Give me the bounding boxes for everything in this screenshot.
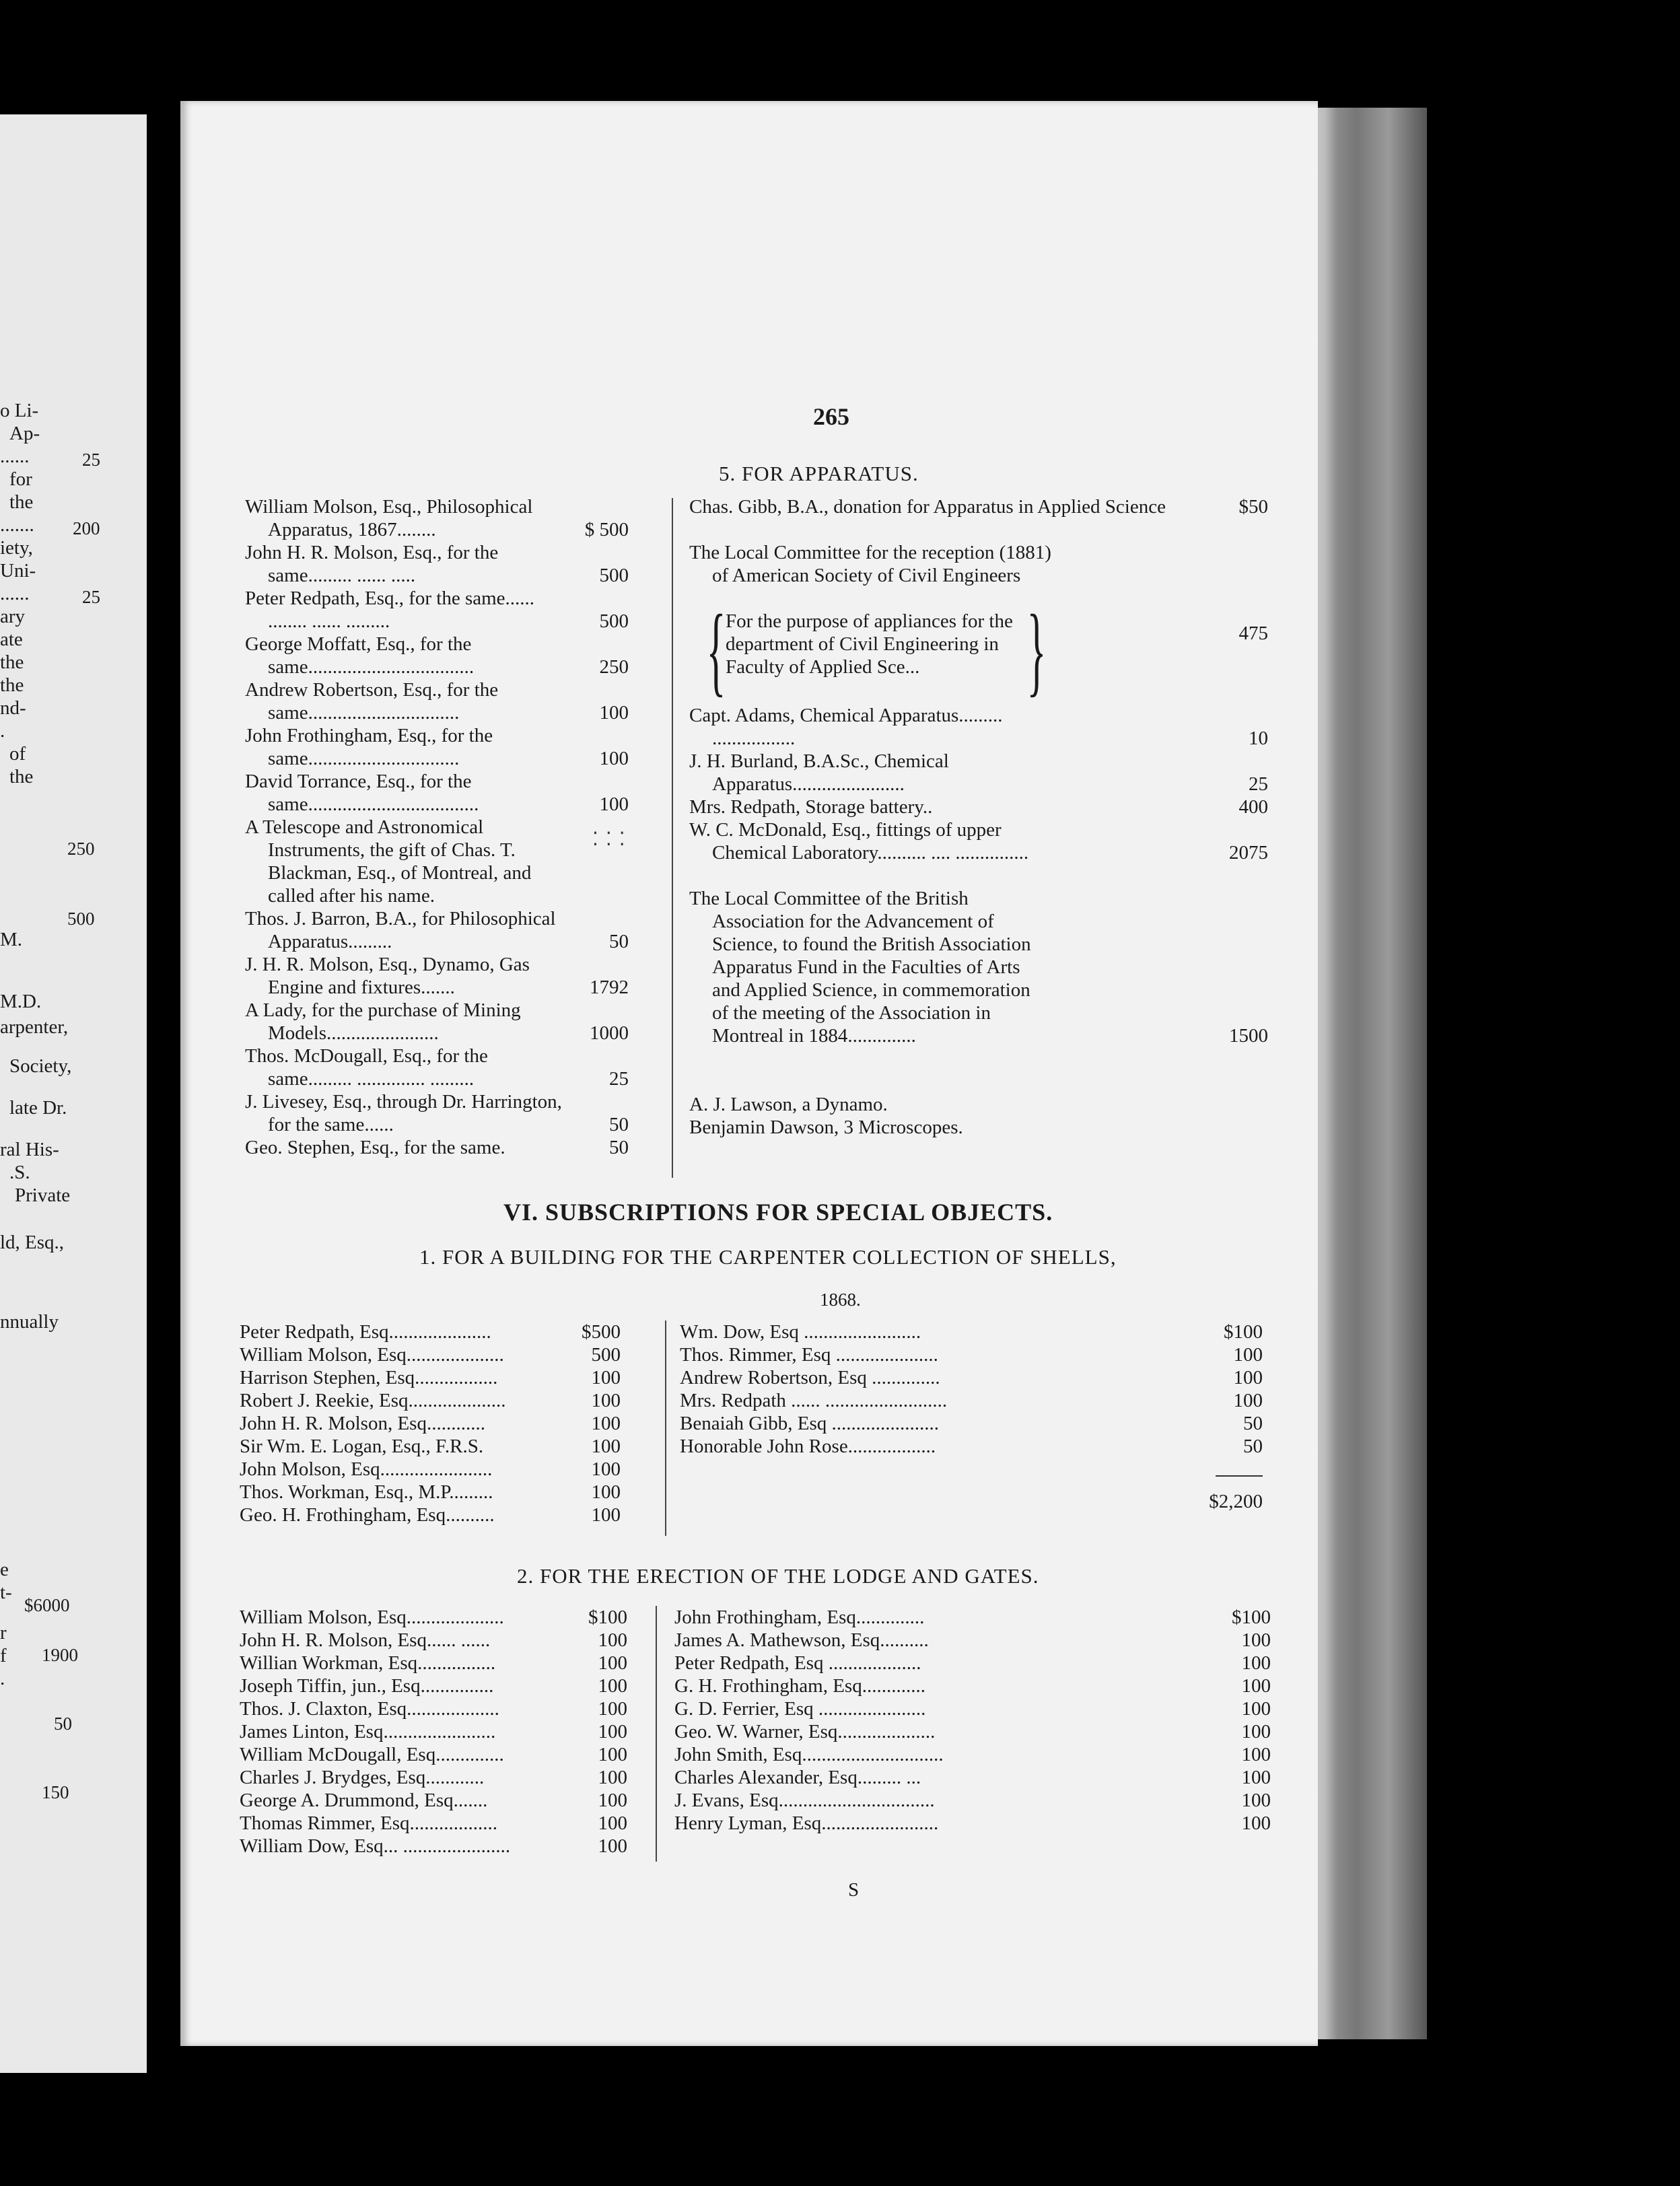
- apparatus-entry: J. H. Burland, B.A.Sc., Chemical Apparatus....................... 25: [689, 750, 1268, 795]
- apparatus-entry: John Frothingham, Esq., for the same............................... 100: [245, 725, 629, 769]
- facing-text: ......: [0, 446, 30, 467]
- facing-text: Society,: [9, 1055, 72, 1077]
- facing-text: .: [0, 1668, 5, 1689]
- facing-page: [0, 114, 147, 2073]
- subscription-row: Thos. Rimmer, Esq ..................... 100: [680, 1344, 1263, 1366]
- facing-text: for: [9, 468, 32, 490]
- facing-amount: 25: [82, 587, 100, 607]
- facing-text: ......: [0, 583, 30, 604]
- subheading-shells-building: 1. FOR A BUILDING FOR THE CARPENTER COLLECTION OF SHELLS,: [419, 1245, 1117, 1269]
- facing-text: .S.: [9, 1162, 30, 1183]
- printer-signature-mark: S: [848, 1879, 860, 1901]
- facing-text: M.: [0, 929, 23, 950]
- facing-text: Private: [15, 1185, 71, 1206]
- page-number: 265: [813, 403, 849, 430]
- facing-text: e: [0, 1559, 9, 1580]
- apparatus-entry: Benjamin Dawson, 3 Microscopes.: [689, 1117, 963, 1138]
- apparatus-entry: William Molson, Esq., Philosophical Apparatus, 1867........ $ 500: [245, 496, 629, 540]
- facing-text: ld, Esq.,: [0, 1232, 65, 1253]
- facing-text: ate: [0, 629, 23, 650]
- column-divider: [672, 498, 673, 1178]
- subscription-row: John H. R. Molson, Esq............ 100: [240, 1413, 621, 1434]
- facing-text: nd-: [0, 697, 26, 719]
- subscription-row: Wm. Dow, Esq ........................ $100: [680, 1321, 1263, 1343]
- subscription-row: Mrs. Redpath ...... ......................... 100: [680, 1390, 1263, 1411]
- apparatus-entry: A Telescope and Astronomical Instruments, the gift of Chas. T. Blackman, Esq., of Montreal, and called after his name.: [245, 816, 532, 907]
- apparatus-entry: The Local Committee of the British Association for the Advancement of Science, to found the British Association Apparatus Fund in the Faculties of Arts and Applied Science, in commemoration of the meeting of the Association in Montreal in 1884.............. 1500: [689, 888, 1268, 1047]
- subscription-row: Thomas Rimmer, Esq.................. 100: [240, 1812, 627, 1834]
- facing-text: late Dr.: [9, 1097, 67, 1119]
- facing-amount: 200: [73, 518, 100, 538]
- subscription-row: John Smith, Esq............................. 100: [674, 1744, 1271, 1765]
- subscription-row: J. Evans, Esq................................ 100: [674, 1790, 1271, 1811]
- facing-text: arpenter,: [0, 1016, 69, 1038]
- apparatus-entry-braced: { For the purpose of appliances for the department of Civil Engineering in Faculty of Applied Sce... } 475: [706, 594, 1268, 706]
- book-page-edges: [1299, 108, 1427, 2039]
- apparatus-entry: Mrs. Redpath, Storage battery.. 400: [689, 796, 1268, 818]
- facing-text: .......: [0, 514, 34, 536]
- facing-text: r: [0, 1622, 7, 1644]
- brace-right: }: [1026, 594, 1047, 706]
- facing-text: of: [9, 743, 26, 765]
- subscription-row: Benaiah Gibb, Esq ...................... 50: [680, 1413, 1263, 1434]
- facing-amount: 50: [54, 1714, 72, 1734]
- subscription-row: Thos. Workman, Esq., M.P......... 100: [240, 1481, 621, 1503]
- column-divider: [665, 1320, 666, 1536]
- facing-text: f: [0, 1645, 7, 1666]
- subscription-row: James A. Mathewson, Esq.......... 100: [674, 1629, 1271, 1651]
- apparatus-entry: The Local Committee for the reception (1881) of American Society of Civil Engineers: [689, 542, 1051, 586]
- subscription-row: William Dow, Esq... ...................... 100: [240, 1835, 627, 1857]
- facing-text: ral His-: [0, 1139, 59, 1160]
- facing-text: the: [0, 674, 24, 696]
- apparatus-entry: Capt. Adams, Chemical Apparatus......... ................. 10: [689, 705, 1268, 749]
- facing-amount: 250: [67, 839, 95, 859]
- subscription-row: William Molson, Esq.................... 500: [240, 1344, 621, 1366]
- facing-text: nnually: [0, 1311, 59, 1333]
- subscription-row: Peter Redpath, Esq..................... $500: [240, 1321, 621, 1343]
- subscription-row: James Linton, Esq....................... 100: [240, 1721, 627, 1742]
- subscription-row: Andrew Robertson, Esq .............. 100: [680, 1367, 1263, 1388]
- subscription-row: G. D. Ferrier, Esq ...................... 100: [674, 1698, 1271, 1720]
- facing-text: o Li-: [0, 400, 39, 421]
- subscription-row: Joseph Tiffin, jun., Esq............... 100: [240, 1675, 627, 1697]
- subscription-row: Geo. H. Frothingham, Esq.......... 100: [240, 1504, 621, 1526]
- total-rule: [1216, 1475, 1263, 1477]
- printing-specks: ⁚ ⁚ ⁚: [592, 829, 627, 850]
- subscription-row: Geo. W. Warner, Esq.................... 100: [674, 1721, 1271, 1742]
- subscription-row: Sir Wm. E. Logan, Esq., F.R.S. 100: [240, 1436, 621, 1457]
- section-heading-subscriptions: VI. SUBSCRIPTIONS FOR SPECIAL OBJECTS.: [503, 1199, 1053, 1226]
- apparatus-entry: A. J. Lawson, a Dynamo.: [689, 1094, 888, 1115]
- subscription-row: Thos. J. Claxton, Esq................... 100: [240, 1698, 627, 1720]
- apparatus-entry: Thos. McDougall, Esq., for the same......... .............. ......... 25: [245, 1045, 629, 1090]
- apparatus-entry: J. H. R. Molson, Esq., Dynamo, Gas Engine and fixtures....... 1792: [245, 954, 629, 998]
- section-heading-apparatus: 5. FOR APPARATUS.: [719, 462, 919, 485]
- subscription-row: Henry Lyman, Esq........................ 100: [674, 1812, 1271, 1834]
- facing-text: the: [9, 491, 34, 513]
- subscription-row: G. H. Frothingham, Esq............. 100: [674, 1675, 1271, 1697]
- facing-amount: 500: [67, 909, 95, 929]
- apparatus-entry: Chas. Gibb, B.A., donation for Apparatus in Applied Science $50: [689, 496, 1268, 518]
- apparatus-entry: Andrew Robertson, Esq., for the same............................... 100: [245, 679, 629, 724]
- facing-text: t-: [0, 1582, 12, 1603]
- facing-text: Uni-: [0, 560, 36, 581]
- apparatus-entry: J. Livesey, Esq., through Dr. Harrington, for the same...... 50: [245, 1091, 629, 1135]
- subscription-row: Harrison Stephen, Esq................. 100: [240, 1367, 621, 1388]
- subscription-row: Honorable John Rose.................. 50: [680, 1436, 1263, 1457]
- facing-text: the: [0, 651, 24, 673]
- subscription-row: Robert J. Reekie, Esq.................... 100: [240, 1390, 621, 1411]
- facing-text: M.D.: [0, 991, 42, 1012]
- subheading-year: 1868.: [820, 1290, 861, 1310]
- book-page: 265 5. FOR APPARATUS. William Molson, Esq., Philosophical Apparatus, 1867........ $ 500 John H. R. Molson, Esq., for the same......... ...... ..... 500 Peter Redpath, Esq., for the same...... ........ ...... ......... 500 George Moffatt, Esq., for the same.................................. 250 Andrew Robertson, Esq., for the same............................... 100 John Frothingham, Esq., for the same............................... 100 David Torrance, Esq., for the same................................... 100 A Telescope and Astronomical Instruments, the gift of Chas. T. Blackman, Esq., of Montreal, and called after his name. ⁚ ⁚ ⁚ Thos. J. Barron, B.A., for Philosophical Apparatus......... 50 J. H. R. Molson, Esq., Dynamo, Gas Engine and fixtures....... 1792 A Lady, for the purchase of Mining Models....................... 1000 Thos. McDougall, Esq., for the same......... .............. ......... 25 J. Livesey, Esq., through Dr. Harrington, for the same...... 50 Geo. Stephen, Esq., for the same. 50 Chas. Gibb, B.A., donation for Apparatus in Applied Science $50 The Local Committee for the reception (1881) of American Society of Civil Engineers { For the purpose of appliances for the department of Civil Engineering in Faculty of Applied Sce... } 475 Capt. Adams, Chemical Apparatus......... ................. 10 J. H. Burland, B.A.Sc., Chemical Apparatus....................... 25 Mrs. Redpath, Storage battery.. 400 W. C. McDonald, Esq., fittings of upper Chemical Laboratory.......... .... ............... 2075 The Local Committee of the British Association for the Advancement of Science, to found the British Association Apparatus Fund in the Faculties of Arts and Applied Science, in commemoration of the meeting of the Association in Montreal in 1884.............. 1500 A. J. Lawson, a Dynamo. Benjamin Dawson, 3 Microscopes. VI. SUBSCRIPTIONS FOR SPECIAL OBJECTS. 1. FOR A BUILDING FOR THE CARPENTER COLLECTION OF SHELLS, 1868. Peter Redpath, Esq..................... $500 William Molson, Esq.................... 500 Harrison Stephen, Esq................. 100 Robert J. Reekie, Esq.................... 100 John H. R. Molson, Esq............ 100 Sir Wm. E. Logan, Esq., F.R.S. 100 John Molson, Esq....................... 100 Thos. Workman, Esq., M.P......... 100 Geo. H. Frothingham, Esq.......... 100 Wm. Dow, Esq ........................ $100 Thos. Rimmer, Esq ..................... 100 Andrew Robertson, Esq .............. 100 Mrs. Redpath ...... ......................... 100 Benaiah Gibb, Esq ...................... 50 Honorable John Rose.................. 50 $2,200 2. FOR THE ERECTION OF THE LODGE AND GATES. William Molson, Esq.................... $100 John H. R. Molson, Esq...... ...... 100 Willian Workman, Esq................ 100 Joseph Tiffin, jun., Esq............... 100 Thos. J. Claxton, Esq................... 100 James Linton, Esq....................... 100 William McDougall, Esq.............. 100 Charles J. Brydges, Esq............ 100 George A. Drummond, Esq....... 100 Thomas Rimmer, Esq.................. 100 William Dow, Esq... ...................... 100 John Frothingham, Esq.............. $100 James A. Mathewson, Esq.......... 100 Peter Redpath, Esq ................... 100 G. H. Frothingham, Esq............. 100 G. D. Ferrier, Esq ...................... 100 Geo. W. Warner, Esq.................... 100 John Smith, Esq............................. 100 Charles Alexander, Esq......... ... 100 J. Evans, Esq................................ 100 Henry Lyman, Esq........................ 100 S: [180, 101, 1318, 2046]
- subscription-row: John H. R. Molson, Esq...... ...... 100: [240, 1629, 627, 1651]
- subscription-row: Peter Redpath, Esq ................... 100: [674, 1652, 1271, 1674]
- subscription-row: John Molson, Esq....................... 100: [240, 1458, 621, 1480]
- facing-amount: 150: [42, 1782, 69, 1802]
- facing-text: ary: [0, 606, 26, 627]
- facing-text: iety,: [0, 537, 33, 559]
- subscription-row: William McDougall, Esq.............. 100: [240, 1744, 627, 1765]
- subscription-row: Charles Alexander, Esq......... ... 100: [674, 1767, 1271, 1788]
- subscription-row: William Molson, Esq.................... $100: [240, 1607, 627, 1628]
- apparatus-entry: W. C. McDonald, Esq., fittings of upper Chemical Laboratory.......... .... ............... 2075: [689, 819, 1268, 863]
- facing-text: the: [9, 766, 34, 787]
- subscription-row: Charles J. Brydges, Esq............ 100: [240, 1767, 627, 1788]
- brace-left: {: [706, 594, 726, 706]
- apparatus-entry: Peter Redpath, Esq., for the same...... ........ ...... ......... 500: [245, 588, 629, 632]
- apparatus-entry: Geo. Stephen, Esq., for the same. 50: [245, 1137, 629, 1158]
- subscription-row: John Frothingham, Esq.............. $100: [674, 1607, 1271, 1628]
- column-divider: [656, 1606, 657, 1862]
- apparatus-entry: George Moffatt, Esq., for the same.................................. 250: [245, 633, 629, 678]
- facing-text: .: [0, 720, 5, 742]
- apparatus-entry: John H. R. Molson, Esq., for the same......... ...... ..... 500: [245, 542, 629, 586]
- facing-amount: $6000: [24, 1595, 70, 1615]
- facing-amount: 1900: [42, 1645, 78, 1665]
- facing-text: Ap-: [9, 423, 40, 444]
- facing-amount: 25: [82, 450, 100, 470]
- subscription-row: George A. Drummond, Esq....... 100: [240, 1790, 627, 1811]
- subscription-row: Willian Workman, Esq................ 100: [240, 1652, 627, 1674]
- apparatus-entry: Thos. J. Barron, B.A., for Philosophical Apparatus......... 50: [245, 908, 629, 952]
- subheading-lodge-gates: 2. FOR THE ERECTION OF THE LODGE AND GATES.: [517, 1564, 1039, 1588]
- apparatus-entry: A Lady, for the purchase of Mining Models....................... 1000: [245, 999, 629, 1044]
- apparatus-entry: David Torrance, Esq., for the same................................... 100: [245, 771, 629, 815]
